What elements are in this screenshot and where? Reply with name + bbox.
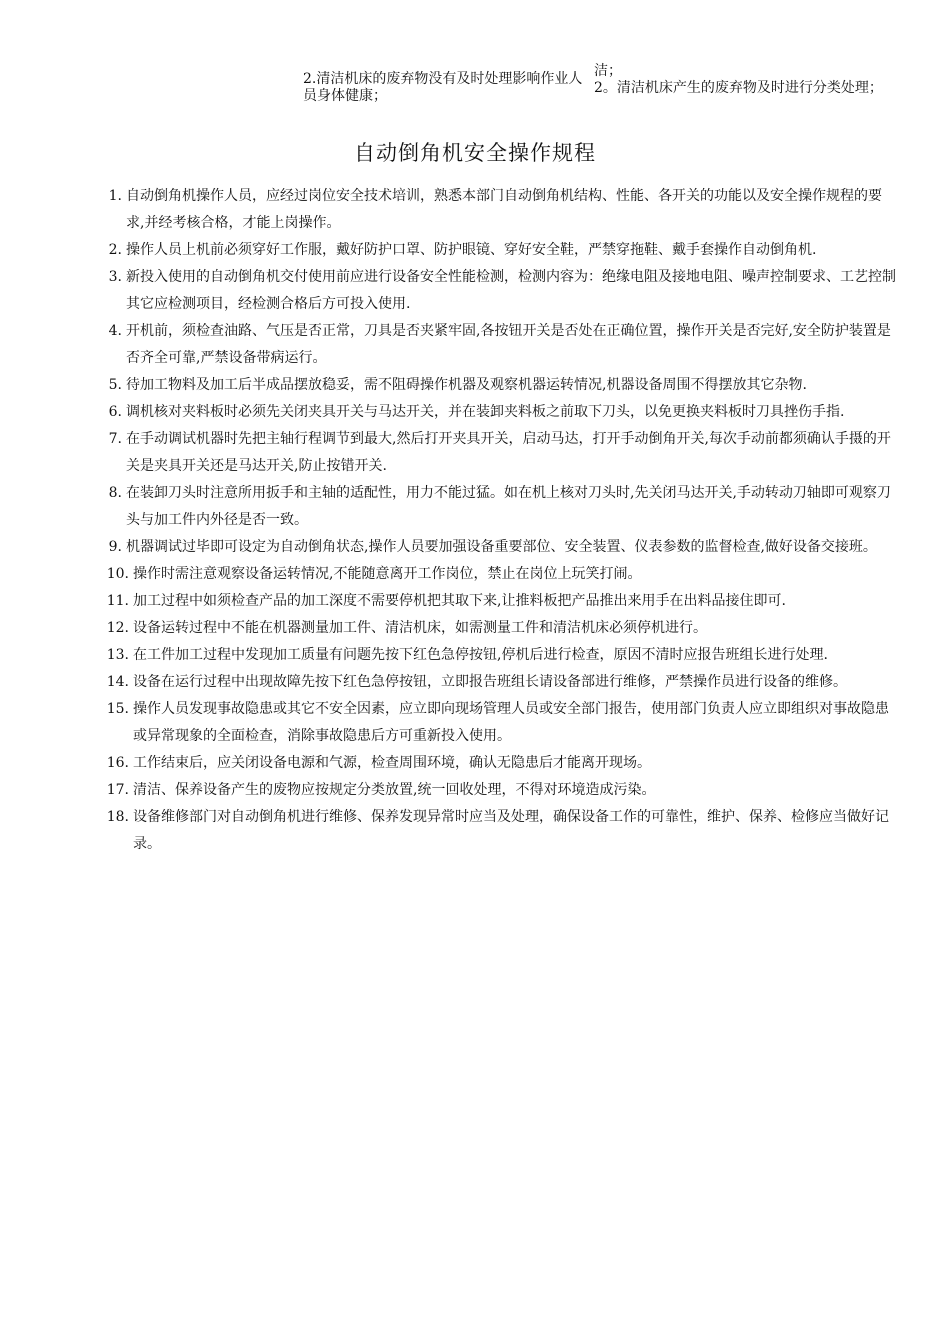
rule-item — [96, 426, 896, 480]
rule-number: 15. — [106, 701, 129, 717]
rule-item — [96, 183, 896, 237]
rule-number: 11. — [106, 593, 129, 609]
rule-item — [96, 561, 896, 588]
prior-table-cell-hazard: 2.清洁机床的废弃物没有及时处理影响作业人员身体健康； — [303, 71, 583, 104]
rule-item — [96, 372, 896, 399]
rule-text: 清洁、保养设备产生的废物应按规定分类放置,统一回收处理，不得对环境造成污染。 — [133, 782, 656, 798]
rule-number: 17. — [106, 782, 129, 798]
rule-number: 16. — [106, 755, 129, 771]
rule-text: 在装卸刀头时注意所用扳手和主轴的适配性，用力不能过猛。如在机上核对刀头时,先关闭马达开关,手动转动刀轴即可观察刀头与加工件内外径是否一致。 — [126, 485, 891, 528]
rule-text: 机器调试过毕即可设定为自动倒角状态,操作人员要加强设备重要部位、安全装置、仪表参数的监督检查,做好设备交接班。 — [126, 539, 877, 555]
rule-item — [96, 534, 896, 561]
rule-item — [96, 399, 896, 426]
rule-item — [96, 480, 896, 534]
rule-item — [96, 696, 896, 750]
rule-item — [96, 264, 896, 318]
rule-text: 在工件加工过程中发现加工质量有问题先按下红色急停按钮,停机后进行检查，原因不清时应报告班组长进行处理. — [133, 647, 828, 663]
rule-item — [96, 318, 896, 372]
rule-item — [96, 669, 896, 696]
rule-text: 新投入使用的自动倒角机交付使用前应进行设备安全性能检测，检测内容为：绝缘电阻及接地电阻、噪声控制要求、工艺控制其它应检测项目，经检测合格后方可投入使用. — [126, 269, 896, 312]
rule-item — [96, 615, 896, 642]
rule-text: 工作结束后，应关闭设备电源和气源，检查周围环境，确认无隐患后才能离开现场。 — [133, 755, 651, 771]
rule-number: 18. — [106, 809, 129, 825]
rule-text: 设备运转过程中不能在机器测量加工件、清洁机床，如需测量工件和清洁机床必须停机进行。 — [133, 620, 707, 636]
rule-item — [96, 237, 896, 264]
rule-text: 操作人员上机前必须穿好工作服，戴好防护口罩、防护眼镜、穿好安全鞋，严禁穿拖鞋、戴手套操作自动倒角机. — [126, 242, 817, 258]
rule-number: 5. — [108, 377, 122, 393]
rule-text: 设备维修部门对自动倒角机进行维修、保养发现异常时应当及处理，确保设备工作的可靠性，维护、保养、检修应当做好记录。 — [133, 809, 889, 852]
rule-text: 设备在运行过程中出现故障先按下红色急停按钮，立即报告班组长请设备部进行维修，严禁操作员进行设备的维修。 — [133, 674, 847, 690]
document-title: 自动倒角机安全操作规程 — [354, 141, 596, 165]
rule-text: 操作人员发现事故隐患或其它不安全因素，应立即向现场管理人员或安全部门报告，使用部门负责人应立即组织对事故隐患或异常现象的全面检查，消除事故隐患后方可重新投入使用。 — [133, 701, 889, 744]
rule-text: 开机前，须检查油路、气压是否正常，刀具是否夹紧牢固,各按钮开关是否处在正确位置，操作开关是否完好,安全防护装置是否齐全可靠,严禁设备带病运行。 — [126, 323, 891, 366]
rule-text: 操作时需注意观察设备运转情况,不能随意离开工作岗位，禁止在岗位上玩笑打闹。 — [133, 566, 642, 582]
rule-number: 4. — [108, 323, 122, 339]
rule-item — [96, 777, 896, 804]
rule-item — [96, 588, 896, 615]
rule-text: 调机核对夹料板时必须先关闭夹具开关与马达开关，并在装卸夹料板之前取下刀头，以免更换夹料板时刀具挫伤手指. — [126, 404, 845, 420]
rule-number: 10. — [106, 566, 129, 582]
prior-table-cell-measure — [594, 63, 904, 97]
prior-table-cell-measure-line2: 2。清洁机床产生的废弃物及时进行分类处理； — [594, 80, 883, 96]
rule-number: 7. — [108, 431, 122, 447]
rule-text: 加工过程中如须检查产品的加工深度不需要停机把其取下来,让推料板把产品推出来用手在出料品接住即可. — [133, 593, 786, 609]
rule-number: 6. — [108, 404, 122, 420]
rule-text: 待加工物料及加工后半成品摆放稳妥，需不阻碍操作机器及观察机器运转情况,机器设备周围不得摆放其它杂物. — [126, 377, 807, 393]
rule-item — [96, 642, 896, 669]
rule-number: 3. — [108, 269, 122, 285]
rules-list — [96, 183, 896, 858]
rule-number: 9. — [108, 539, 122, 555]
rule-text: 自动倒角机操作人员，应经过岗位安全技术培训，熟悉本部门自动倒角机结构、性能、各开关的功能以及安全操作规程的要求,并经考核合格，才能上岗操作。 — [126, 188, 882, 231]
rule-item — [96, 750, 896, 777]
rule-number: 8. — [108, 485, 122, 501]
prior-table-cell-measure-line1: 洁； — [594, 63, 622, 79]
rule-number: 14. — [106, 674, 129, 690]
rule-number: 12. — [106, 620, 129, 636]
rule-number: 1. — [108, 188, 122, 204]
rule-text: 在手动调试机器时先把主轴行程调节到最大,然后打开夹具开关，启动马达，打开手动倒角开关,每次手动前都须确认手摄的开关是夹具开关还是马达开关,防止按错开关. — [126, 431, 891, 474]
rule-number: 2. — [108, 242, 122, 258]
rule-item — [96, 804, 896, 858]
rule-number: 13. — [106, 647, 129, 663]
